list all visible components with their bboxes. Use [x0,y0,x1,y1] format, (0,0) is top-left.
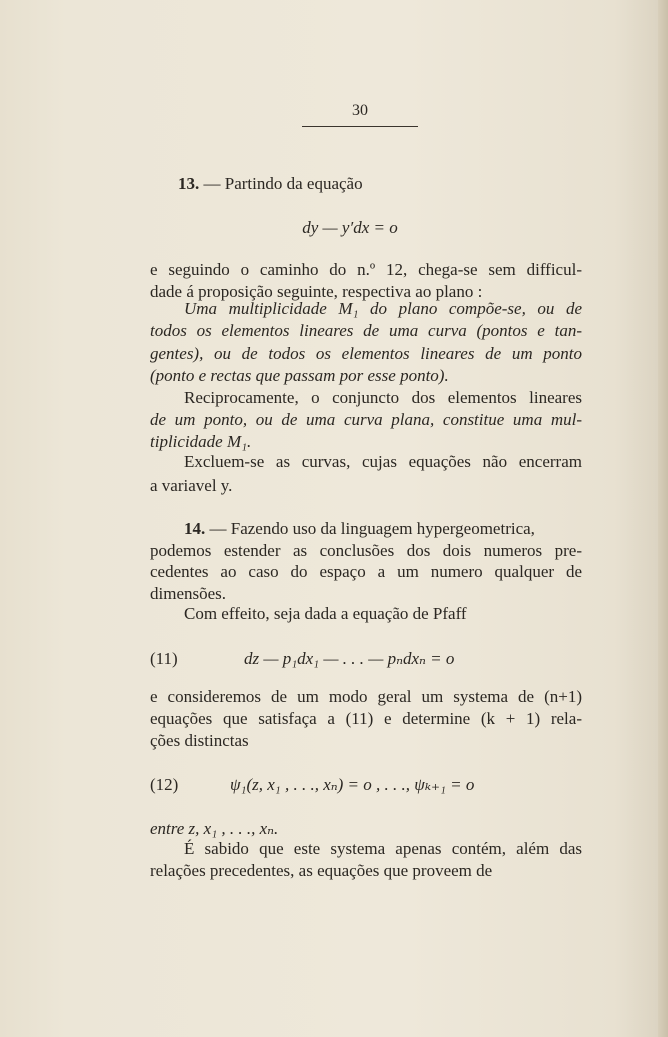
paragraph-14-start [184,518,535,540]
text-line: — Fazendo uso da linguagem hypergeometrica, [205,519,535,538]
text-line: É sabido que este systema apenas contém, além das [184,839,582,858]
text-line: gentes), ou de todos os elementos lineares de um ponto [150,344,582,363]
text-line: Uma multiplicidade M₁ do plano compõe-se, ou de [184,299,582,318]
text-line: Com effeito, seja dada a equação de Pfaff [184,604,467,623]
page-edge [658,0,668,1037]
text-line: e seguindo o caminho do n.º 12, chega-se sem difficul- [150,260,582,279]
text-line: relações precedentes, as equações que proveem de [150,861,493,880]
equation-pfaff: dz — p₁dx₁ — . . . — pₙdxₙ = o [244,649,455,668]
text-line: a variavel y. [150,476,233,495]
equation-system: ψ₁(z, x₁ , . . ., xₙ) = o , . . ., ψₖ₊₁ = o [230,775,475,794]
equation-pfaff-plane: dy — y′dx = o [302,218,398,237]
equation-label-11: (11) [150,649,178,668]
text-line: todos os elementos lineares de uma curva (pontos e tan- [150,321,582,340]
text-line: — Partindo da equação [199,174,363,193]
text-line: entre z, x₁ , . . ., xₙ. [150,819,279,838]
text-line: cedentes ao caso do espaço a um numero qualquer de [150,562,582,581]
text-line: podemos estender as conclusões dos dois numeros pre- [150,541,582,560]
text-line: Reciprocamente, o conjuncto dos elementos lineares [184,388,582,407]
text-line: dade á proposição seguinte, respectiva ao plano : [150,282,483,301]
text-line: tiplicidade M₁. [150,432,252,451]
paragraph-13-start [178,173,363,195]
text-line: de um ponto, ou de uma curva plana, constitue uma mul- [150,410,582,429]
section-number-13: 13. [178,174,200,193]
text-line: equações que satisfaça a (11) e determine (k + 1) rela- [150,709,582,728]
text-line: e consideremos de um modo geral um systema de (n+1) [150,687,582,706]
equation-label-12: (12) [150,775,179,794]
text-line: Excluem-se as curvas, cujas equações não encerram [184,452,582,471]
text-line: dimensões. [150,584,227,603]
header-rule [302,126,418,127]
text-line: (ponto e rectas que passam por esse ponto). [150,366,449,385]
page-number: 30 [352,102,368,119]
section-number-14: 14. [184,519,206,538]
text-line: ções distinctas [150,731,249,750]
